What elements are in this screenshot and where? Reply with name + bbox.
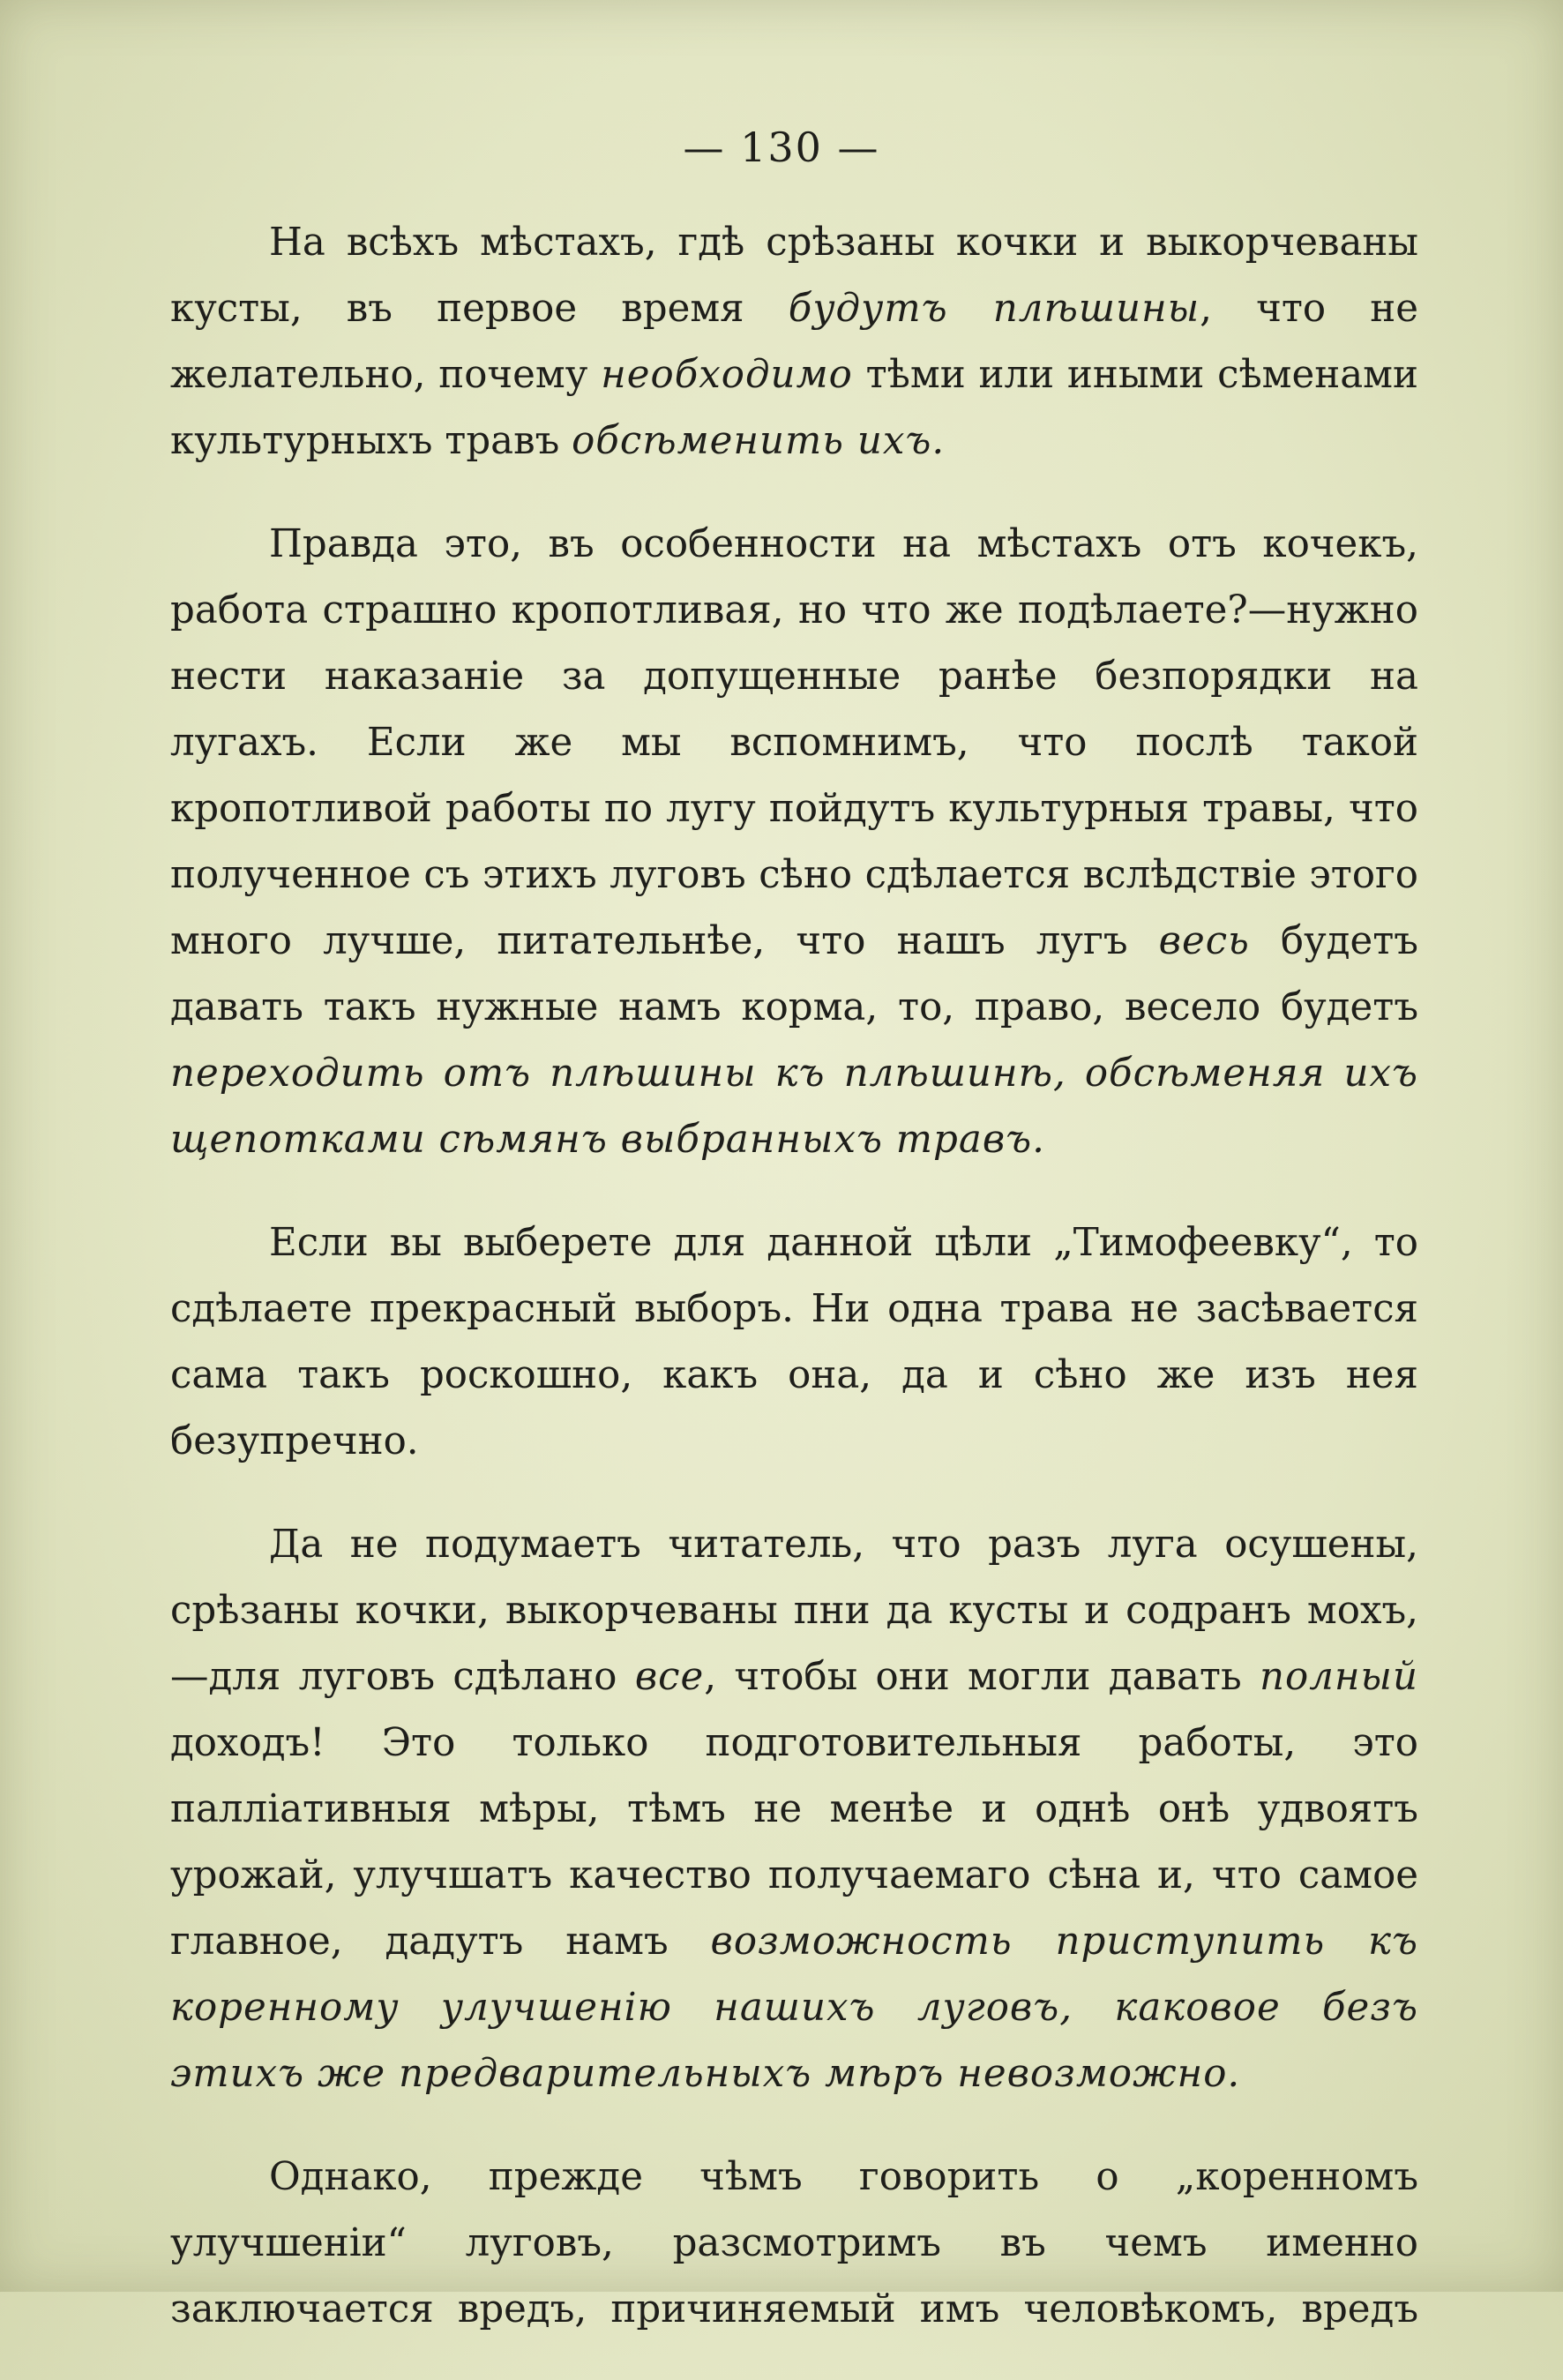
- emphasized-text: полный: [1260, 1655, 1418, 1699]
- emphasized-text: будутъ плѣшины: [788, 287, 1200, 331]
- page-number: — 130 —: [683, 123, 880, 171]
- paragraph: [170, 210, 1418, 475]
- text-run: тѣми или иными сѣменами культурныхъ травъ: [170, 353, 1419, 463]
- paragraph: [170, 1210, 1418, 1475]
- paragraph: [170, 512, 1418, 1173]
- text-run: Да не подумаетъ читатель, что разъ луга осушены, срѣзаны кочки, выкорчеваны пни да кусты и содранъ мохъ,—для луговъ сдѣлано: [170, 1523, 1418, 1699]
- emphasized-text: переходить отъ плѣшины къ плѣшинѣ, обсѣменяя ихъ щепотками сѣмянъ выбранныхъ травъ.: [170, 1052, 1418, 1162]
- emphasized-text: весь: [1158, 919, 1250, 963]
- text-run: , чтобы они могли давать: [704, 1655, 1260, 1699]
- text-run: Однако, прежде чѣмъ говорить о „коренномъ улучшеніи“ луговъ, разсмотримъ въ чемъ именно заключается вредъ, причиняемый имъ человѣкомъ, вредъ: [170, 2155, 1418, 2331]
- text-run: Если вы выберете для данной цѣли „Тимофеевку“, то сдѣлаете прекрасный выборъ. Ни одна трава не засѣвается сама такъ роскошно, какъ она, да и сѣно же изъ нея безупречно.: [170, 1221, 1418, 1463]
- text-run: , что не желательно, почему: [170, 287, 1419, 397]
- emphasized-text: все: [634, 1655, 705, 1699]
- paragraph: [170, 1512, 1418, 2107]
- text-run: доходъ! Это только подготовительныя работы, это палліативныя мѣры, тѣмъ не менѣе и однѣ онѣ удвоятъ урожай, улучшатъ качество получаемаго сѣна и, что самое главное, дадутъ намъ: [170, 1721, 1418, 1964]
- body-text: [170, 210, 1418, 2380]
- emphasized-text: обсѣменить ихъ.: [572, 419, 946, 463]
- emphasized-text: необходимо: [601, 353, 853, 397]
- paragraph: [170, 2144, 1418, 2343]
- text-run: Правда это, въ особенности на мѣстахъ отъ кочекъ, работа страшно кропотливая, но что же подѣлаете?—нужно нести наказаніе за допущенные ранѣе безпорядки на лугахъ. Если же мы вспомнимъ, что послѣ такой кропотливой работы по лугу пойдутъ культурныя травы, что полученное съ этихъ луговъ сѣно сдѣлается вслѣдствіе этого много лучше, питательнѣе, что нашъ лугъ: [170, 522, 1418, 963]
- text-run: На всѣхъ мѣстахъ, гдѣ срѣзаны кочки и выкорчеваны кусты, въ первое время: [170, 221, 1418, 331]
- emphasized-text: возможность приступить къ коренному улучшенію нашихъ луговъ, каковое безъ этихъ же предварительныхъ мѣръ невозможно.: [170, 1920, 1418, 2096]
- text-run: будетъ давать такъ нужные намъ корма, то, право, весело будетъ: [170, 919, 1418, 1029]
